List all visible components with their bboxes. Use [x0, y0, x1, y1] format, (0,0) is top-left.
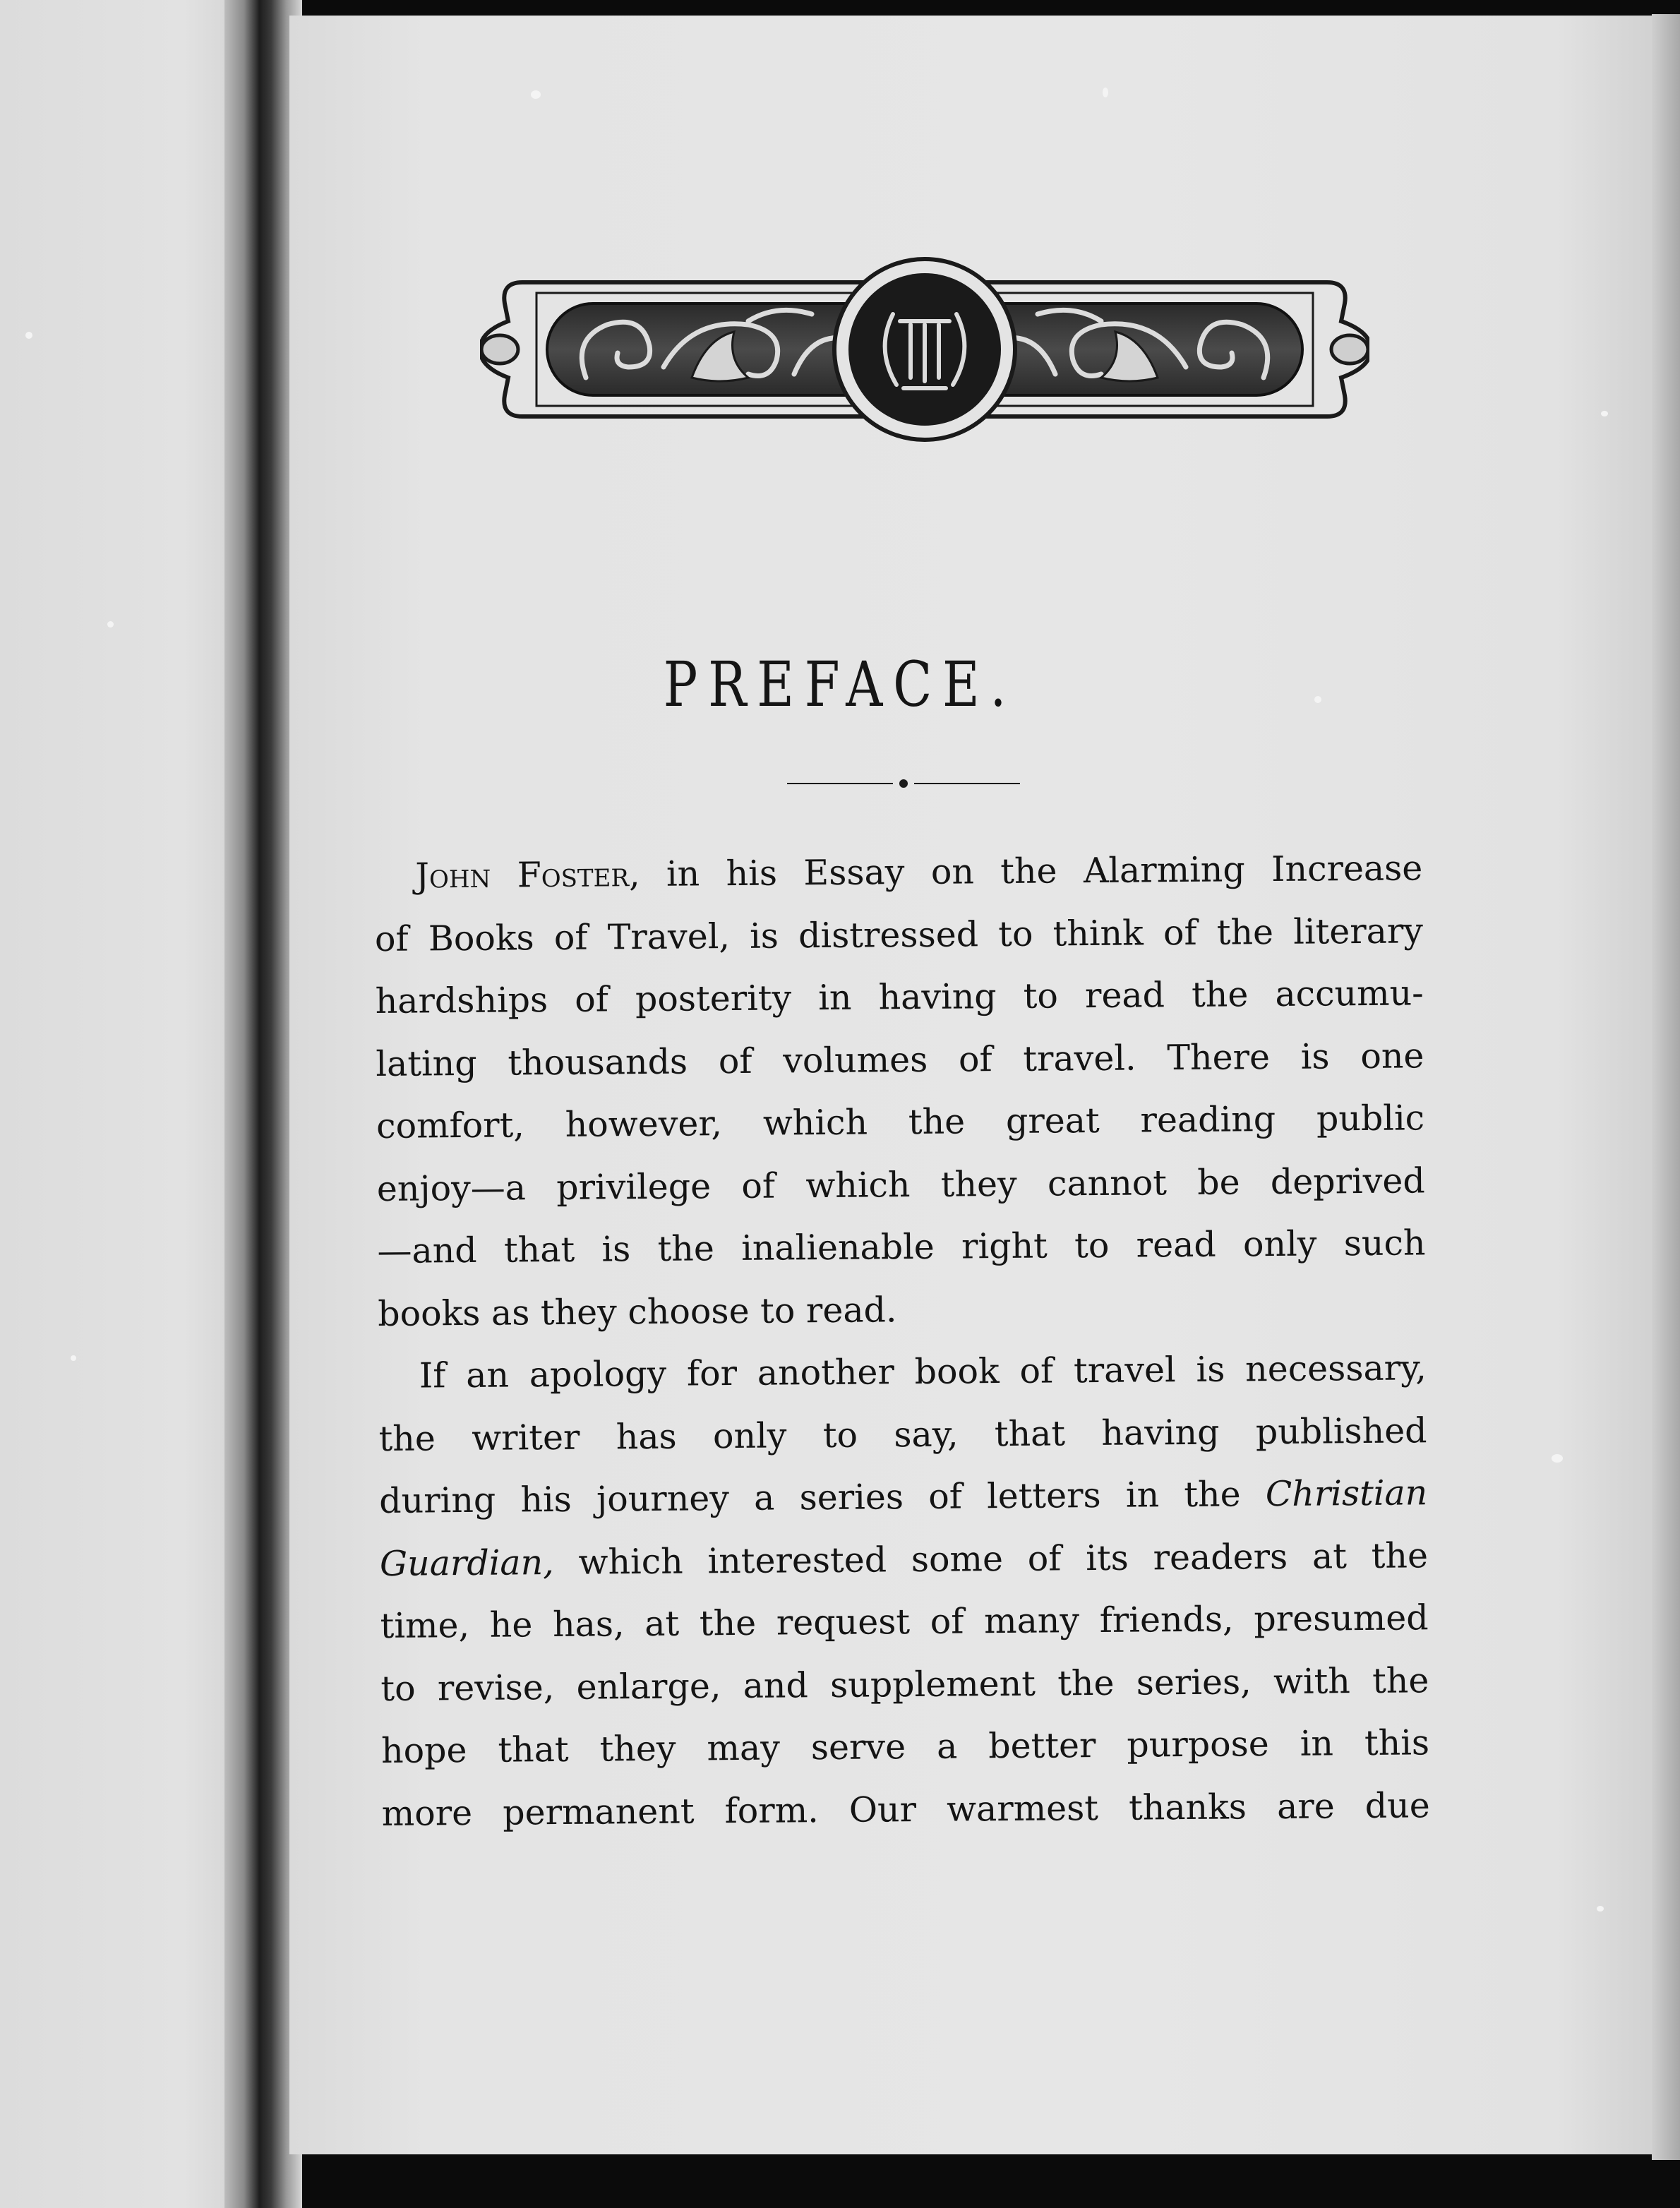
- paper-speck: [107, 621, 114, 628]
- paper-speck: [1597, 1906, 1604, 1912]
- paper-speck: [531, 90, 541, 99]
- text-line: the writer has only to say, that having published: [378, 1410, 1427, 1459]
- preface-body: [374, 837, 1430, 1845]
- title-divider-rule: [787, 776, 1020, 791]
- paper-speck: [1552, 1454, 1563, 1463]
- text-line: hope that they may serve a better purpose in this: [380, 1722, 1430, 1771]
- text-line: more permanent form. Our warmest thanks are due: [381, 1784, 1430, 1834]
- page-title: PREFACE.: [663, 648, 1017, 721]
- paper-speck: [25, 332, 32, 339]
- text-line: Guardian, which interested some of its readers at the: [379, 1535, 1429, 1584]
- text-line: —and that is the inalienable right to read only such: [377, 1223, 1426, 1271]
- text-line: to revise, enlarge, and supplement the series, with the: [380, 1660, 1429, 1709]
- paper-speck: [1601, 411, 1608, 416]
- text-line: If an apology for another book of travel is necessary,: [419, 1348, 1427, 1396]
- left-page-edge: [0, 0, 263, 2208]
- text-line: comfort, however, which the great reading public: [376, 1098, 1425, 1146]
- text-line: hardships of posterity in having to read the accumu-: [375, 973, 1424, 1021]
- text-line: enjoy—a privilege of which they cannot be deprived: [376, 1160, 1425, 1209]
- author-last-name: Foster: [517, 854, 630, 896]
- text-line: John Foster, in his Essay on the Alarming Increase: [415, 848, 1423, 896]
- text-line: books as they choose to read.: [377, 1289, 897, 1334]
- ornamental-headpiece: [480, 254, 1369, 445]
- newspaper-title: Christian: [1265, 1472, 1428, 1515]
- page-right-edge: [1652, 14, 1680, 2160]
- text-line: time, he has, at the request of many friends, presumed: [380, 1597, 1429, 1646]
- paper-speck: [1103, 88, 1108, 97]
- paragraph-1: [374, 837, 1427, 1345]
- paper-speck: [71, 1355, 76, 1361]
- text-line: lating thousands of volumes of travel. There is one: [376, 1035, 1424, 1084]
- newspaper-title: Guardian,: [379, 1542, 554, 1584]
- text-line: during his journey a series of letters in the Christian: [379, 1472, 1428, 1521]
- text-line: of Books of Travel, is distressed to think of the literary: [374, 910, 1424, 959]
- paragraph-2: [378, 1337, 1431, 1845]
- author-first-name: John: [415, 855, 491, 896]
